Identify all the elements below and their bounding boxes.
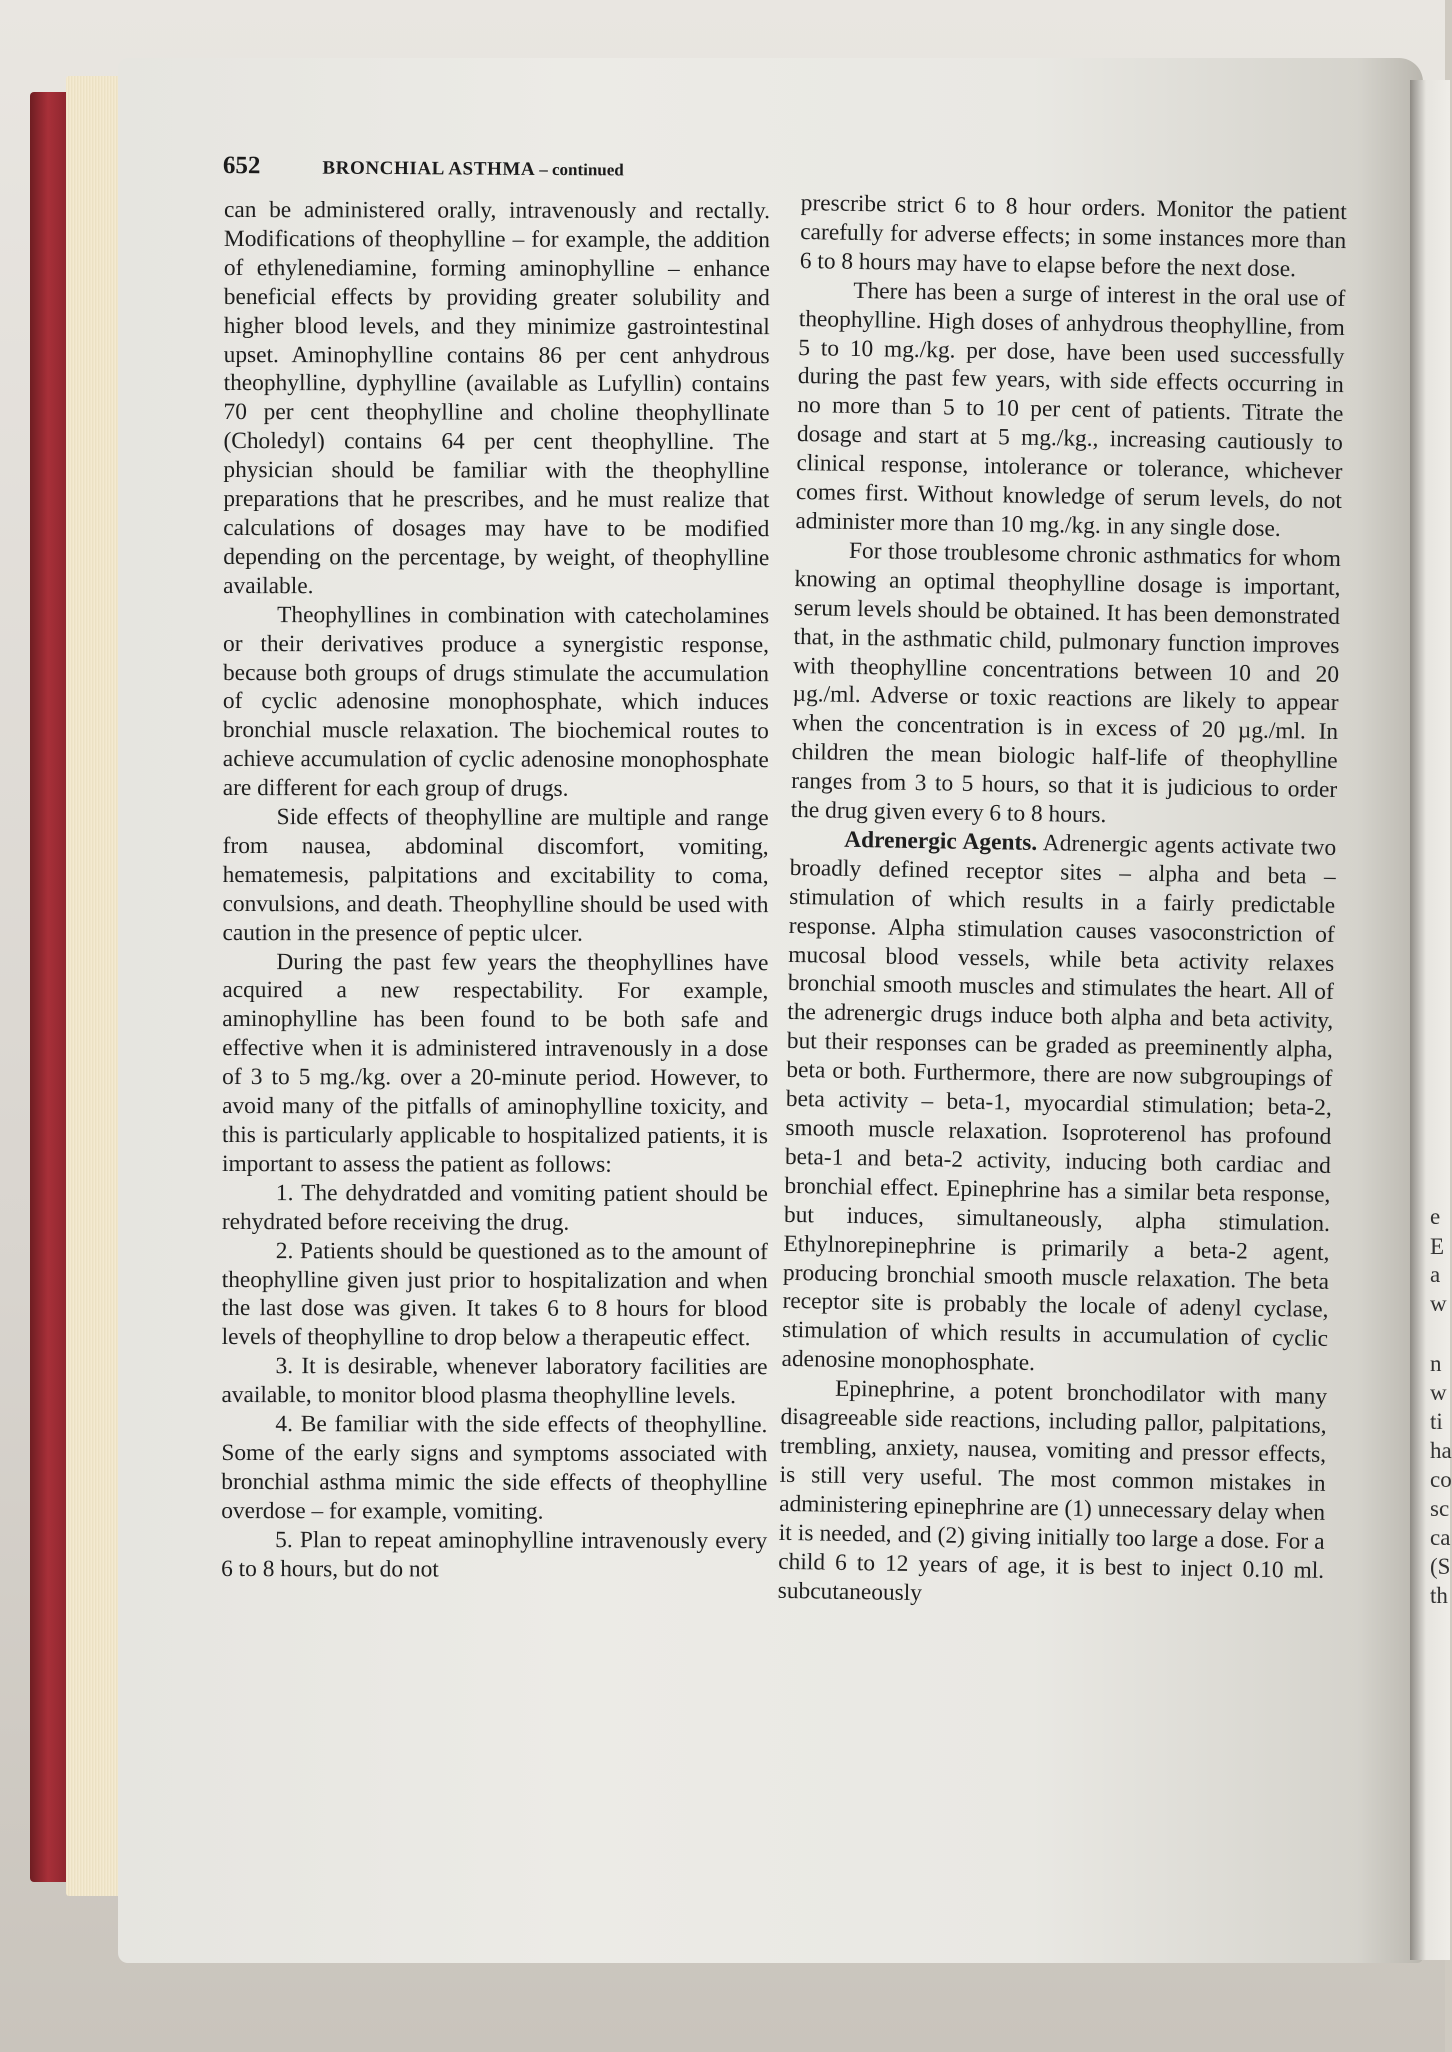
run-in-heading: Adrenergic Agents. — [844, 826, 1038, 856]
paragraph-body: Adrenergic agents activate two broadly defined receptor sites – alpha and beta – stimulation of which results in a fairly predictable response. Alpha stimulation causes vasoconstriction of mucosal blood vessels, while beta activity relaxes bronchial smooth muscles and stimulates the heart. All of the adrenergic drugs induce both alpha and beta activity, but their responses can be graded as preeminently alpha, beta or both. Furthermore, there are now subgroupings of beta activity – beta-1, myocardial stimulation; beta-2, smooth muscle relaxation. Isoproterenol has profound beta-1 and beta-2 activity, inducing both cardiac and bronchial effect. Epinephrine has a similar beta response, but induces, simultaneously, alpha stimulation. Ethylnorepinephrine is primarily a beta-2 agent, producing bronchial smooth muscle relaxation. The beta receptor site is probably the locale of adenyl cyclase, stimulation of which results in accumulation of cyclic adenosine monophosphate. — [781, 829, 1337, 1377]
page-edges — [66, 76, 124, 1896]
list-item: 3. It is desirable, whenever laboratory facilities are available, to monitor blood plasma theophylline levels. — [221, 1353, 768, 1410]
paragraph: Epinephrine, a potent bronchodilator with many disagreeable side reactions, including pallor, palpitations, trembling, anxiety, nausea, vomiting and pressor effects, is still very useful. The most common mistakes in administering epinephrine are (1) unnecessary delay when it is needed, and (2) giving initially too large a dose. For a child 6 to 12 years of age, it is best to inject 0.10 ml. subcutaneously — [777, 1375, 1328, 1606]
right-column — [778, 189, 1347, 1614]
facing-page-fragment: ca — [1430, 1525, 1451, 1550]
list-item: 5. Plan to repeat aminophylline intravenously every 6 to 8 hours, but do not — [221, 1526, 768, 1583]
left-column — [221, 196, 770, 1585]
facing-page-fragment: n — [1430, 1351, 1442, 1376]
facing-page-fragment: e — [1430, 1204, 1441, 1229]
list-item: 4. Be familiar with the side effects of theophylline. Some of the early signs and symptoms associated with bronchial asthma mimic the side effects of theophylline overdose – for example, vomiting. — [221, 1411, 768, 1525]
facing-page-fragment: w — [1430, 1291, 1447, 1316]
facing-page-fragment: E — [1430, 1234, 1445, 1259]
facing-page-fragment: a — [1430, 1262, 1441, 1287]
paragraph: prescribe strict 6 to 8 hour orders. Monitor the patient carefully for adverse effects; in some instances more than 6 to 8 hours may have to elapse before the next dose. — [799, 189, 1347, 283]
paragraph: For those troublesome chronic asthmatics for whom knowing an optimal theophylline dosage is important, serum levels should be obtained. It has been demonstrated that, in the asthmatic child, pulmonary function improves with theophylline concentrations between 10 and 20 µg./ml. Adverse or toxic reactions are likely to appear when the concentration is in excess of 20 µg./ml. In children the mean biologic half-life of theophylline ranges from 3 to 5 hours, so that it is judicious to order the drug given every 6 to 8 hours. — [790, 537, 1342, 829]
facing-page-fragment: ha — [1430, 1438, 1452, 1463]
paragraph: During the past few years the theophyllines have acquired a new respectability. For example, aminophylline has been found to be both safe and effective when it is administered intravenously in a dose of 3 to 5 mg./kg. over a 20-minute period. However, to avoid many of the pitfalls of aminophylline toxicity, and this is particularly applicable to hospitalized patients, it is important to assess the patient as follows: — [221, 948, 769, 1178]
continued-label: – continued — [539, 159, 624, 180]
paragraph: Side effects of theophylline are multiple and range from nausea, abdominal discomfort, vomiting, hematemesis, palpitations and excitability to coma, convulsions, and death. Theophylline should be used with caution in the presence of peptic ulcer. — [222, 804, 769, 947]
facing-page-fragment: sc — [1430, 1496, 1450, 1521]
paragraph: can be administered orally, intravenously and rectally. Modifications of theophylline – for example, the addition of ethylenediamine, forming aminophylline – enhance beneficial effects by providing greater solubility and higher blood levels, and they minimize gastrointestinal upset. Aminophylline contains 86 per cent anhydrous theophylline, dyphylline (available as Lufyllin) contains 70 per cent theophylline and choline theophyllinate (Choledyl) contains 64 per cent theophylline. The physician should be familiar with the theophylline preparations that he prescribes, and he must realize that calculations of dosages may have to be modified depending on the percentage, by weight, of theophylline available. — [223, 197, 770, 599]
facing-page-fragment: w — [1430, 1380, 1447, 1405]
section-title: BRONCHIAL ASTHMA — [322, 157, 536, 180]
facing-page-fragment: (S — [1430, 1554, 1451, 1579]
facing-page-fragment: th — [1430, 1583, 1448, 1608]
facing-page-fragment: co — [1430, 1467, 1452, 1492]
running-header — [223, 152, 624, 182]
book-cover-spine — [30, 92, 70, 1882]
paragraph: Theophyllines in combination with catecholamines or their derivatives produce a synergistic response, because both groups of drugs stimulate the accumulation of cyclic adenosine monophosphate, which induces bronchial muscle relaxation. The biochemical routes to achieve accumulation of cyclic adenosine monophosphate are different for each group of drugs. — [222, 601, 770, 802]
facing-page-fragment: ti — [1430, 1409, 1443, 1434]
facing-page-edge — [1410, 80, 1450, 1960]
list-item: 2. Patients should be questioned as to the amount of theophylline given just prior to hospitalization and when the last dose was given. It takes 6 to 8 hours for blood levels of theophylline to drop below a therapeutic effect. — [221, 1237, 768, 1352]
list-item: 1. The dehydratded and vomiting patient should be rehydrated before receiving the drug. — [221, 1179, 768, 1236]
paragraph: There has been a surge of interest in the oral use of theophylline. High doses of anhydrous theophylline, from 5 to 10 mg./kg. per dose, have been used successfully during the past few years, with side effects occurring in no more than 5 to 10 per cent of patients. Titrate the dosage and start at 5 mg./kg., increasing cautiously to clinical response, intolerance or tolerance, whichever comes first. Without knowledge of serum levels, do not administer more than 10 mg./kg. in any single dose. — [795, 277, 1346, 542]
page-number: 652 — [222, 152, 261, 180]
paragraph — [781, 825, 1336, 1383]
